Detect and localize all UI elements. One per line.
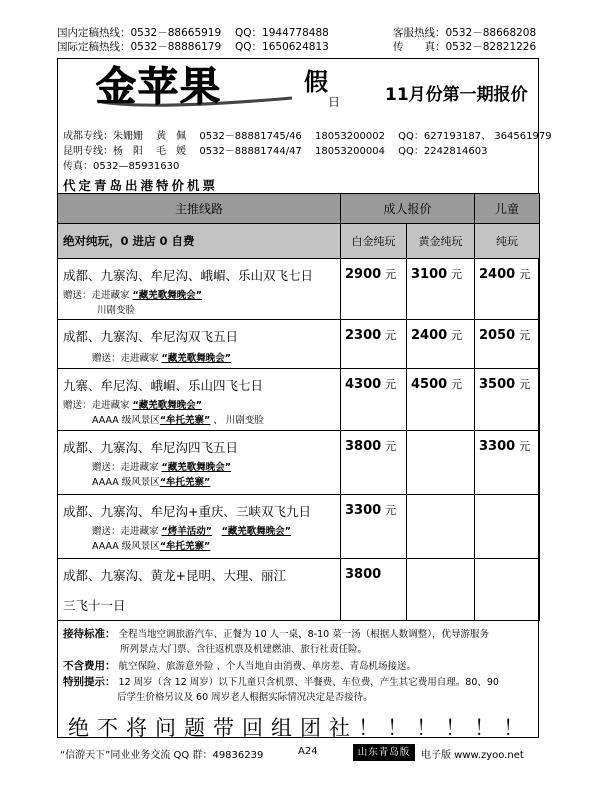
- price-platinum: 3800: [345, 439, 382, 454]
- price-gold: 3100: [411, 267, 448, 282]
- logo-ri: 日: [328, 95, 341, 109]
- table-row: 成都、九寨沟、牟尼沟、峨嵋、乐山双飞七日 赠送：走进藏家 “藏羌歌舞晚会” 川剧变脸 2900 元 3100 元 2400 元: [58, 259, 540, 320]
- price-gold: 2400: [411, 328, 448, 343]
- std-note: 接待标准： 全程当地空调旅游汽车、正餐为 10 人一桌、8-10 菜一汤（根据人数调整），优导游服务: [63, 628, 489, 640]
- brand-logo: [92, 64, 362, 110]
- route-name: 成都、九寨沟、牟尼沟、峨嵋、乐山双飞七日: [63, 268, 314, 283]
- section-heading: 代定青岛出港特价机票: [63, 178, 219, 193]
- fax-contact: 传真：0532—85931630: [63, 161, 180, 172]
- sub-gold: 黄金纯玩: [407, 224, 475, 259]
- exclude-note: 不含费用： 航空保险、旅游意外险 、个人当地自由消费、单房差、青岛机场接送。: [63, 660, 417, 672]
- route-name: 九寨、牟尼沟、峨嵋、乐山四飞七日: [63, 378, 264, 393]
- sub-route: 绝对纯玩，0 进店 0 自费: [58, 224, 341, 259]
- route-name: 成都、九寨沟、牟尼沟四飞五日: [63, 440, 239, 455]
- price-platinum: 2300: [345, 328, 382, 343]
- table-row: 成都、九寨沟、牟尼沟四飞五日 赠送：走进藏家 “藏羌歌舞晚会” AAAA 级风景区“牟托羌寨” 3800 元 3300 元: [58, 431, 540, 495]
- service-hotline: 客服热线：0532－88668208: [393, 27, 537, 39]
- table-row: 成都、九寨沟、牟尼沟+重庆、三峡双飞九日 赠送：走进藏家 “烤羊活动” “藏羌歌舞晚会” AAAA 级风景区“牟托羌寨” 3300 元: [58, 495, 540, 559]
- route-name-cont: 三飞十一日: [63, 598, 126, 613]
- logo-text: 金苹果: [96, 64, 222, 110]
- route-name: 成都、九寨沟、牟尼沟双飞五日: [63, 329, 239, 344]
- slogan: 绝不将问题带回组团社！！！！！！: [68, 716, 532, 740]
- edition-badge: 山东青岛版: [353, 744, 415, 761]
- logo-jia: 假: [304, 68, 328, 96]
- header-adult: 成人报价: [341, 194, 475, 224]
- header-child: 儿童: [475, 194, 540, 224]
- price-child: 2050: [479, 328, 516, 343]
- sub-child: 纯玩: [475, 224, 540, 259]
- header-route: 主推线路: [58, 194, 341, 224]
- chengdu-contact: 成都专线：朱姗姗 黄 佩 0532－88881745/46 18053200002 QQ：627193187、 364561979: [63, 131, 552, 142]
- route-name: 成都、九寨沟、黄龙+昆明、大理、丽江: [63, 568, 286, 583]
- domestic-hotline: 国内定稿热线：0532－88665919 QQ：1944778488: [57, 27, 329, 39]
- footer-url: 电子版 www.zyoo.net: [421, 750, 524, 761]
- tip-note-cont: 后学生价格另议及 60 周岁老人根据实际情况决定是否接待。: [117, 692, 373, 703]
- intl-hotline: 国际定稿热线：0532－88886179 QQ：1650624813: [57, 41, 329, 53]
- std-note-cont: 所列景点大门票、含往返机票及机建燃油、旅行社责任险。: [120, 644, 368, 655]
- period-title: 11月份第一期报价: [385, 85, 528, 105]
- table-row: 九寨、牟尼沟、峨嵋、乐山四飞七日 赠送：走进藏家 “藏羌歌舞晚会” AAAA 级风景区“牟托羌寨” 、 川剧变脸 4300 元 4500 元 3500 元: [58, 369, 540, 431]
- fax-line: 传 真：0532－82821226: [393, 41, 537, 53]
- table-row: [58, 559, 540, 621]
- price-gold: 4500: [411, 377, 448, 392]
- page-number: A24: [298, 746, 318, 757]
- price-platinum: 3800: [345, 567, 382, 582]
- sub-platinum: 白金纯玩: [341, 224, 407, 259]
- footer-qq: “信游天下”同业业务交流 QQ 群：49836239: [60, 750, 264, 761]
- price-platinum: 2900: [345, 267, 382, 282]
- tip-note: 特别提示： 12 周岁（含 12 周岁）以下儿童只含机票、半餐费、车位费，产生其它费用自理。80、90: [63, 676, 499, 688]
- price-child: 2400: [479, 267, 516, 282]
- kunming-contact: 昆明专线：杨 阳 毛 媛 0532－88881744/47 18053200004 QQ：2242814603: [63, 146, 488, 157]
- price-child: 3300: [479, 439, 516, 454]
- price-platinum: 4300: [345, 377, 382, 392]
- price-platinum: 3300: [345, 503, 382, 518]
- route-name: 成都、九寨沟、牟尼沟+重庆、三峡双飞九日: [63, 504, 311, 519]
- price-table: [57, 193, 540, 621]
- table-row: 成都、九寨沟、牟尼沟双飞五日 赠送：走进藏家 “藏羌歌舞晚会” 2300 元 2400 元 2050 元: [58, 320, 540, 369]
- price-child: 3500: [479, 377, 516, 392]
